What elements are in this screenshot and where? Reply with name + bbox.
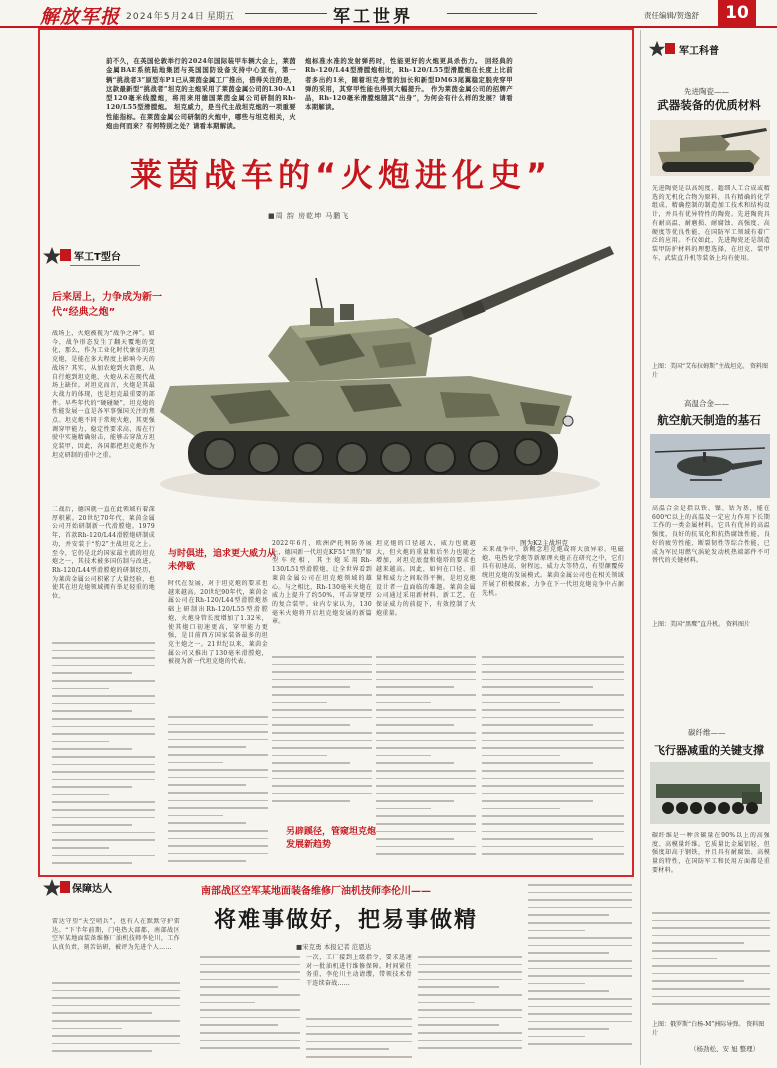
feature-col1b-text: 二战后，德国就一直在此领域有着深厚积累。20世纪70年代，莱茵金属公司开始研制新一代滑膛炮。1979年，首款Rh-120/L44滑膛炮研制成功，并安装于“豹2”主战坦克之上。至今，它仍是北约国家最主流的坦克炮之一，其技术被多国仿制与改进。Rh-120/L44型滑膛炮的研制经历，为莱茵金属公司积累了大量经验，也使其在坦克炮领域拥有举足轻重的地位。	[52, 506, 155, 601]
feature-col5-text-continuation	[376, 656, 476, 870]
bottom-col-b-text	[306, 1018, 412, 1064]
sidebar-title-alloy: 航空航天制造的基石	[657, 413, 761, 427]
masthead	[0, 0, 777, 28]
issue-date: 2024年5月24日	[126, 12, 206, 22]
sidebar-body-carbon-continuation	[652, 912, 770, 1018]
sidebar-body-alloy: 高温合金是指以铁、镍、钴为基，能在600℃以上的高温及一定应力作用下长期工作的一类金属材料。它具有优异的高温强度，良好的抗氧化和抗热腐蚀性能，良好的疲劳性能、断裂韧性等综合性能，已成为军民用燃气涡轮发动机热端部件不可替代的关键材料。	[652, 505, 770, 565]
sidebar-credit-carbon: 上图：俄罗斯“白杨-M”洲际导弹。 资料图片	[652, 1021, 765, 1037]
feature-col1-text-continuation	[52, 642, 155, 870]
bottom-col-a-text	[200, 956, 300, 1062]
sidebar-kicker-ceramics: 先进陶瓷——	[684, 87, 729, 96]
feature-col5-text: 坦克炮的口径越大，威力也就越大，但火炮的重量和后坐力也随之增加，对坦克底盘和炮塔的要求也越来越高。因此，如何在口径、重量和威力之间取得平衡，是坦克炮设计者一直面临的难题。莱茵金属公司通过采用新材料、新工艺，在保证威力的前提下，有效控制了火炮重量。	[376, 540, 476, 617]
feature-headline: 莱茵战车的“火炮进化史”	[129, 156, 553, 194]
responsible-editor: 责任编辑/贺逸舒	[644, 11, 700, 20]
sidebar-section-tag: 军工科普	[679, 46, 719, 57]
masthead-rule-left	[245, 13, 327, 14]
newspaper-logo: 解放军报	[40, 6, 121, 28]
tank-photo-caption: 图为K2主战坦克	[520, 539, 568, 547]
tank-photo	[140, 226, 620, 526]
subheading-new-trend: 另辟蹊径，管窥坦克炮发展新趋势	[286, 827, 377, 850]
bottom-byline: ■宋克勇 本报记者 范恩达	[296, 943, 372, 951]
bottom-col2-text: 一次，工厂接到上级指令，要求迅速对一批油机进行维修保障。时间紧任务重，李伦川主动请缨，带领技术骨干连续奋战……	[306, 954, 412, 988]
issue-weekday: 星期五	[207, 12, 235, 22]
subheading-latecomer: 后来居上，力争成为新一代“经典之炮”	[52, 292, 162, 318]
sidebar-credit-alloy: 上图：美国“黑鹰”直升机。 资料图片	[652, 621, 751, 628]
feature-col3-text-continuation	[168, 716, 268, 871]
bottom-star-icon	[42, 878, 62, 898]
sidebar-photo-tank	[650, 120, 770, 176]
masthead-rule-right	[447, 13, 537, 14]
bottom-col1-text: 雷达守望“天空哨兵”，也有人在默默守护雷达。“下半年前期，门电热大部都，南部战区空军某地面装备维修厂油机技师李伦川，工作认真负责，刻苦钻研，被评为先进个人……	[52, 918, 180, 952]
sidebar-kicker-carbon: 碳纤维——	[688, 728, 726, 737]
sidebar-body-ceramics: 先进陶瓷是以高纯度、超细人工合成或精选的无机化合物为原料，具有精确的化学组成、精确控制的制造加工技术和结构设计，并具有优异特性的陶瓷。先进陶瓷具有耐高温、耐磨损、耐腐蚀、高强度、高硬度等优良性能，在国防军工领域有着广泛的应用。不仅如此，先进陶瓷还是制造装甲防护材料的理想选择，在坦克、装甲车、武装直升机等装备上均有使用。	[652, 185, 770, 262]
section-tag-label: 军工T型台	[74, 252, 121, 263]
bottom-col1-text-continuation	[52, 982, 180, 1064]
feature-lead-right: 炮标准水准的发射弹药时，性能更好的火炮更具杀伤力。 回经典的Rh-120/L44型滑膛炮相比，Rh-120/L55型滑膛炮在长度上比前者多出约1米，随着坦克身管的加长和新型DM63尾翼稳定脱壳穿甲弹的采用，其穿甲性能也得到大幅提升。 作为莱茵金属公司的招牌产品，Rh-120毫米滑膛炮随其“出身”，为何会有什么样的发展？请看本期解读。	[305, 57, 513, 112]
feature-col4-text: 2022年6月，欧洲萨托利防务展上，德国新一代坦克KF51“黑豹”原型车亮相，其主炮采用Rh-130/L51型滑膛炮，让全世界看到莱茵金属公司在坦克炮领域的雄心。与之相比，Rh-130毫米火炮在威力上提升了约50%，可击穿更厚的复合装甲。业内专家认为，130毫米火炮将开启坦克炮发展的新篇章。	[272, 540, 372, 626]
sidebar-credit-ceramics: 上图：美国“艾布拉姆斯”主战坦克。 资料图片	[652, 363, 769, 379]
feature-col6-text-continuation	[482, 656, 624, 870]
bottom-section-tag: 保障达人	[72, 884, 112, 895]
sidebar-tag-red-block	[665, 43, 675, 54]
feature-byline: ■周 韵 房乾坤 马鹏飞	[268, 212, 350, 220]
page-number: 10	[718, 0, 756, 26]
section-tag-star-icon	[42, 246, 62, 266]
feature-col1-text: 战场上，火炮被视为“战争之神”。如今，战争形态发生了翻天覆地的变化，那么，作为工业化时代象征的坦克炮，是能在多大程度上影响今天的战场？其实，从加农炮到火箭炮，从自行炮到坦克炮，火炮从未在现代战场上缺位。对坦克而言，火炮是其最大战力的体现，也是坦克最重要的部件。早些年代的“硬碰硬”，坦克炮的性能发展一直是各军事强国关注的焦点。坦克炮不同于常规火炮，其更强调穿甲能力，稳定性要求高，需在行驶中实施精确射击，能够击穿敌方坦克装甲，因此，各国都把坦克炮作为坦克研制的重中之重。	[52, 330, 155, 459]
section-title: 军工世界	[333, 7, 413, 27]
bottom-tag-red-block	[60, 881, 70, 893]
sidebar-title-carbon: 飞行器减重的关键支撑	[654, 744, 764, 757]
bottom-col-d-text	[528, 884, 632, 1062]
feature-col6-text: 未来战争中，新概念坦克炮或将大放异彩。电磁炮、电热化学炮等新原理火炮正在研究之中，它们具有初速高、射程远、威力大等特点，有望颠覆传统坦克炮的发展模式。莱茵金属公司也在相关领域开展了积极探索，力争在下一代坦克炮竞争中占据先机。	[482, 546, 624, 597]
bottom-headline: 将难事做好，把易事做精	[214, 908, 479, 933]
feature-col3-text: 时代在发展，对于坦克炮的要求也越来越高。20世纪90年代，莱茵金属公司在Rh-120/L44型滑膛炮基础上研制出Rh-120/L55型滑膛炮，火炮身管长度增加了1.32米，使其炮口初速更高，穿甲能力更强，是目前西方国家装备最多的坦克主炮之一。21世纪以来，莱茵金属公司又推出了130毫米滑膛炮，被视为新一代坦克炮的代表。	[168, 580, 268, 666]
sidebar-photo-missile	[650, 762, 770, 824]
section-tag-rule	[70, 265, 140, 266]
section-tag-red-block	[60, 249, 71, 261]
feature-lead-left: 前不久，在英国伦敦举行的2024年国际装甲车辆大会上，莱茵金属BAE系统陆地集团与英国国防设备支持中心宣布，第一辆“挑战者3”原型车P1已从莱茵金属工厂推出，借得关注的是，这款最新型“挑战者”坦克的主炮采用了莱茵金属公司的L30-A1型120毫米线膛炮，将用来用德国莱茵金属公司研制的Rh-120/L55型滑膛炮。 坦克威力，是当代主战坦克炮的一项重要性能指标。在莱茵金属公司研制的火炮中，哪些与坦克相关，火炮由何而来？有何特别之处？请看本期解读。	[106, 57, 296, 131]
sidebar-footer-credit: （杨劲松、安 旭 整理）	[690, 1045, 760, 1053]
sidebar-body-carbon: 碳纤维是一种含碳量在90%以上的高强度、高模量纤维。它质量比金属铝轻，但强度却高于钢铁，并且具有耐腐蚀、高模量的特性，在国防军工和民用方面都是重要材料。	[652, 832, 770, 874]
sidebar-divider	[640, 30, 641, 1065]
sidebar-star-icon	[648, 40, 666, 58]
sidebar-photo-helicopter	[650, 434, 770, 498]
subheading-keep-pace: 与时俱进，追求更大威力从未停歇	[168, 549, 277, 572]
bottom-col-c-text	[418, 956, 522, 1062]
sidebar-kicker-alloy: 高温合金——	[684, 399, 729, 408]
feature-col4-text-continuation	[272, 656, 372, 816]
bottom-kicker: 南部战区空军某地面装备维修厂油机技师李伦川——	[201, 886, 431, 897]
sidebar-title-ceramics: 武器装备的优质材料	[657, 98, 761, 112]
